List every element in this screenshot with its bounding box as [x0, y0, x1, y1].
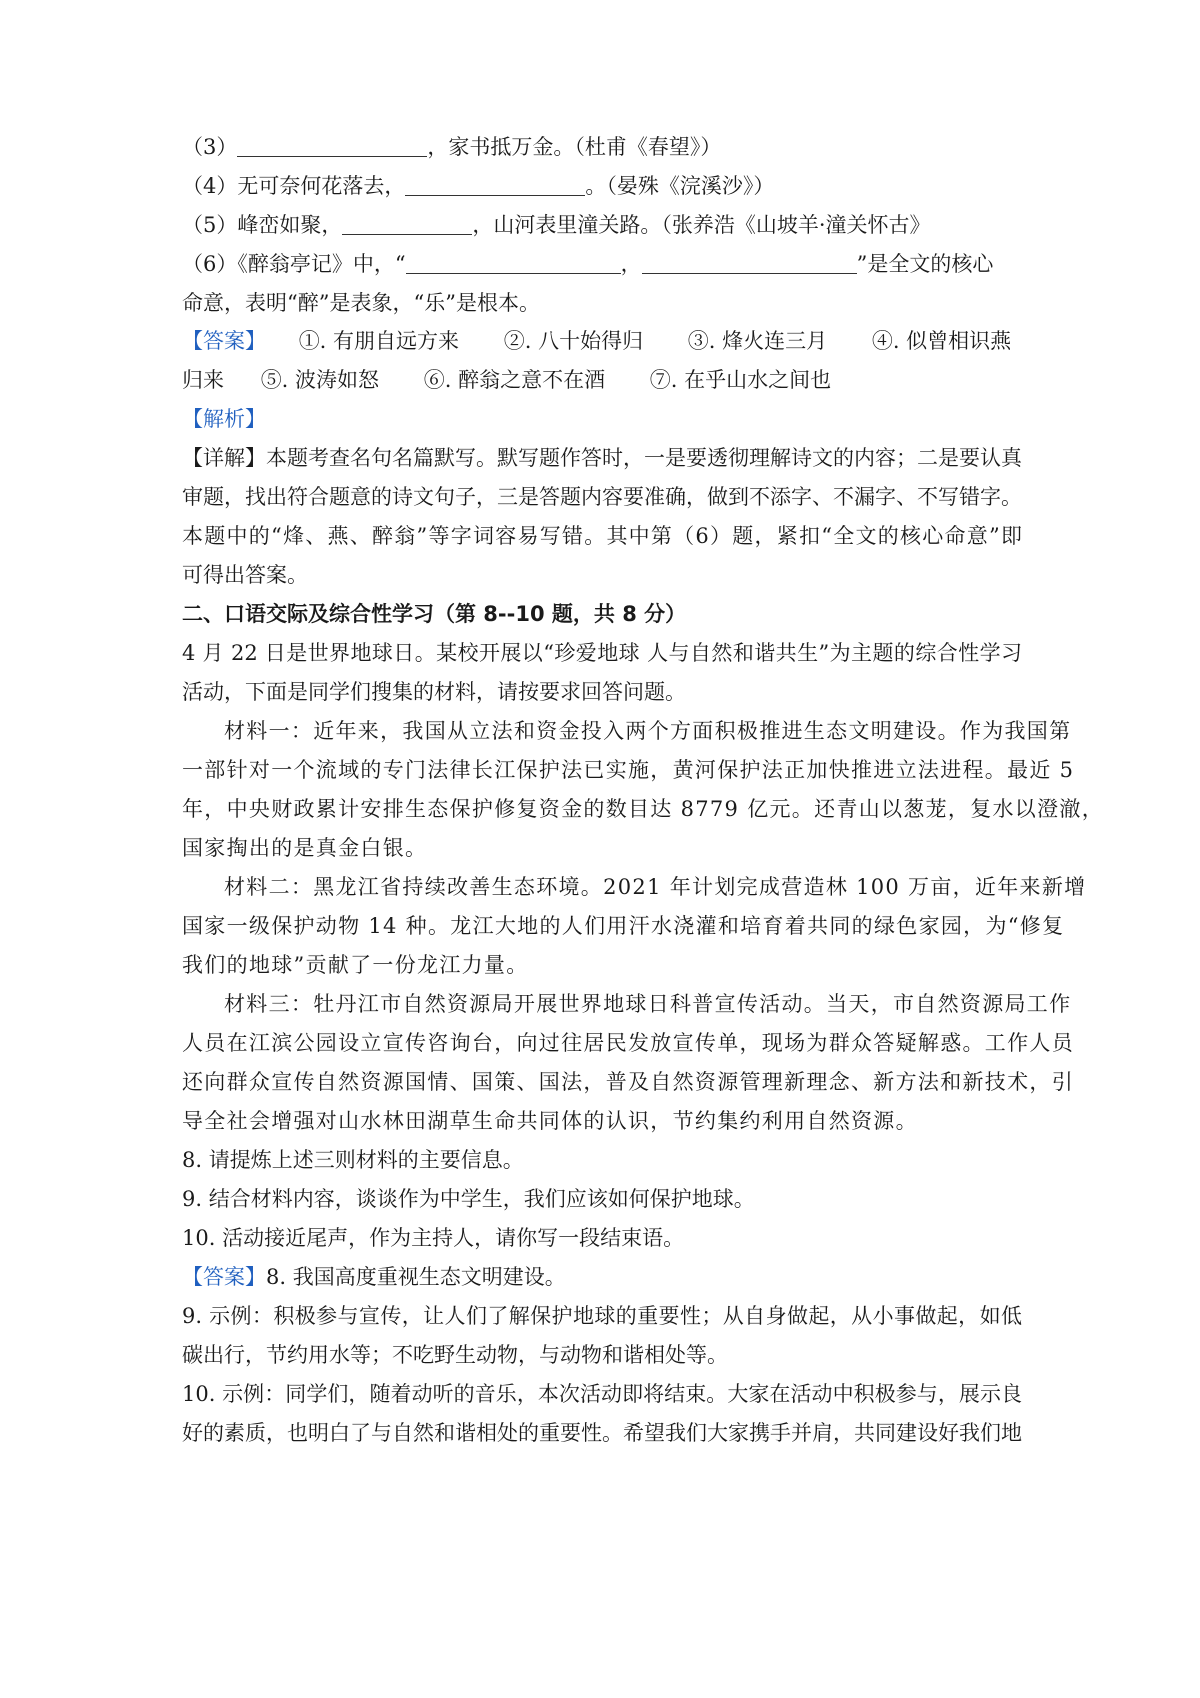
answer-item: ②. 八十始得归 — [503, 329, 644, 353]
fill-blank — [642, 251, 857, 274]
material-1-line: 一部针对一个流域的专门法律长江保护法已实施，黄河保护法正加快推进立法进程。最近 5 — [182, 758, 1075, 782]
answer-line-2 — [182, 365, 1022, 395]
detail-line: 本题中的“烽、燕、醉翁”等字词容易写错。其中第（6）题，紧扣“全文的核心命意”即 — [182, 524, 1022, 548]
fill-blank — [406, 251, 621, 274]
answer-10-line: 好的素质，也明白了与自然和谐相处的重要性。希望我们大家携手并肩，共同建设好我们地 — [182, 1421, 1022, 1445]
detail-line: 【详解】本题考查名句名篇默写。默写题作答时，一是要透彻理解诗文的内容；二是要认真 — [182, 446, 1022, 470]
fill-item-6-line2: 命意，表明“醉”是表象，“乐”是根本。 — [182, 291, 540, 315]
fill-blank — [405, 173, 585, 196]
answer-item: ④. 似曾相识燕 — [871, 329, 1012, 353]
fill-item-6-suffix: ”是全文的核心 — [856, 252, 994, 276]
material-1-line: 国家掏出的是真金白银。 — [182, 836, 428, 860]
answer-line-1 — [182, 326, 1022, 356]
answer-item: ①. 有朋自远方来 — [298, 329, 460, 353]
section-heading: 二、口语交际及综合性学习（第 8--10 题，共 8 分） — [182, 602, 687, 626]
answer-9-line: 9. 示例：积极参与宣传，让人们了解保护地球的重要性；从自身做起，从小事做起，如低 — [182, 1304, 1022, 1328]
answer-8-line — [182, 1262, 1022, 1292]
answer-item: ⑤. 波涛如怒 — [260, 368, 380, 392]
fill-item-4 — [182, 171, 1022, 201]
material-1-line: 材料一：近年来，我国从立法和资金投入两个方面积极推进生态文明建设。作为我国第 — [224, 719, 1072, 743]
material-1-line: 年，中央财政累计安排生态保护修复资金的数目达 8779 亿元。还青山以葱茏，复水以澄澈， — [182, 797, 1104, 821]
fill-item-5 — [182, 210, 1022, 240]
fill-item-5-prefix: （5）峰峦如聚， — [182, 213, 343, 237]
answer-item: ⑥. 醉翁之意不在酒 — [423, 368, 606, 392]
answer-10-line: 10. 示例：同学们，随着动听的音乐，本次活动即将结束。大家在活动中积极参与，展示良 — [182, 1382, 1022, 1406]
fill-item-6-mid: ， — [620, 252, 642, 276]
answer-9-line: 碳出行，节约用水等；不吃野生动物，与动物和谐相处等。 — [182, 1343, 728, 1367]
fill-item-4-prefix: （4）无可奈何花落去， — [182, 174, 406, 198]
fill-item-5-suffix: ，山河表里潼关路。（张养浩《山坡羊·潼关怀古》 — [472, 213, 931, 237]
analysis-tag: 【解析】 — [182, 407, 266, 431]
fill-item-4-suffix: 。（晏殊《浣溪沙》） — [585, 174, 775, 198]
fill-item-3 — [182, 132, 1022, 162]
material-2-line: 我们的地球”贡献了一份龙江力量。 — [182, 953, 529, 977]
question-8: 8. 请提炼上述三则材料的主要信息。 — [182, 1148, 524, 1172]
detail-line: 审题，找出符合题意的诗文句子，三是答题内容要准确，做到不添字、不漏字、不写错字。 — [182, 485, 1022, 509]
fill-blank — [342, 212, 472, 235]
answer-item: ⑦. 在乎山水之间也 — [649, 368, 832, 392]
intro-line: 活动，下面是同学们搜集的材料，请按要求回答问题。 — [182, 680, 686, 704]
fill-item-6 — [182, 249, 1022, 279]
material-3-line: 导全社会增强对山水林田湖草生命共同体的认识，节约集约利用自然资源。 — [182, 1109, 918, 1133]
fill-item-3-suffix: ，家书抵万金。（杜甫《春望》） — [427, 135, 722, 159]
answer-tag: 【答案】 — [182, 329, 266, 353]
fill-item-6-prefix: （6）《醉翁亭记》中，“ — [182, 252, 406, 276]
material-3-line: 人员在江滨公园设立宣传咨询台，向过往居民发放宣传单，现场为群众答疑解惑。工作人员 — [182, 1031, 1074, 1055]
material-2-line: 国家一级保护动物 14 种。龙江大地的人们用汗水浇灌和培育着共同的绿色家园，为“修复 — [182, 914, 1065, 938]
question-9: 9. 结合材料内容，谈谈作为中学生，我们应该如何保护地球。 — [182, 1187, 755, 1211]
material-2-line: 材料二：黑龙江省持续改善生态环境。2021 年计划完成营造林 100 万亩，近年来新增 — [224, 875, 1087, 899]
detail-line: 可得出答案。 — [182, 563, 308, 587]
intro-line: 4 月 22 日是世界地球日。某校开展以“珍爱地球 人与自然和谐共生”为主题的综合性学习 — [182, 641, 1022, 665]
answer-item: ③. 烽火连三月 — [687, 329, 828, 353]
answer-8: 8. 我国高度重视生态文明建设。 — [266, 1265, 566, 1289]
answer-item-continued: 归来 — [182, 368, 224, 392]
fill-blank — [237, 134, 427, 157]
material-3-line: 材料三：牡丹江市自然资源局开展世界地球日科普宣传活动。当天，市自然资源局工作 — [224, 992, 1072, 1016]
answer-tag: 【答案】 — [182, 1265, 266, 1289]
question-10: 10. 活动接近尾声，作为主持人，请你写一段结束语。 — [182, 1226, 685, 1250]
fill-item-3-prefix: （3） — [182, 135, 238, 159]
material-3-line: 还向群众宣传自然资源国情、国策、国法，普及自然资源管理新理念、新方法和新技术，引 — [182, 1070, 1074, 1094]
